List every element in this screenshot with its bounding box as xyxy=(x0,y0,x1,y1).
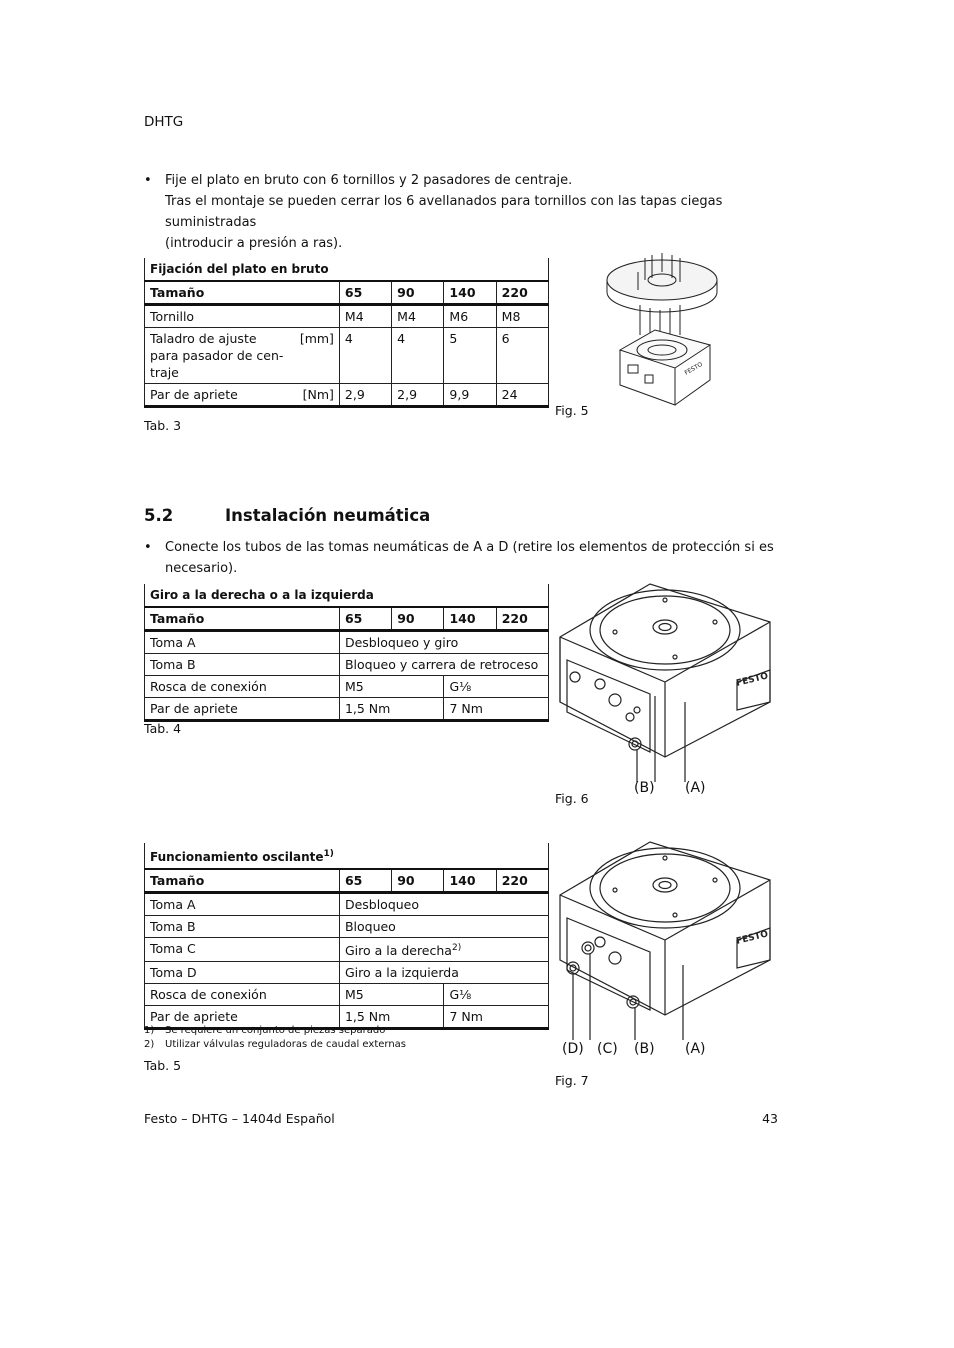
table-row: Par de apriete 1,5 Nm 7 Nm xyxy=(145,1006,549,1029)
table-row: Toma A Desbloqueo xyxy=(145,893,549,916)
table-row: Rosca de conexión M5 G⅛ xyxy=(145,676,549,698)
table-row: Toma C Giro a la derecha$^{2)}$ xyxy=(145,938,549,962)
instruction-bullet-1 xyxy=(144,170,784,254)
bullet-1-line-3: (introducir a presión a ras). xyxy=(165,236,343,251)
rotary-table-exploded-illustration xyxy=(600,250,725,410)
running-header: DHTG xyxy=(144,114,184,130)
figure-5-caption: Fig. 5 xyxy=(555,403,589,418)
table-header-cell: 65 xyxy=(339,281,391,305)
figure-7-caption: Fig. 7 xyxy=(555,1073,589,1088)
port-label-b: (B) xyxy=(634,780,655,796)
table-header-cell: Tamaño xyxy=(145,281,340,305)
port-label-d: (D) xyxy=(562,1041,584,1057)
bullet-1-line-2: Tras el montaje se pueden cerrar los 6 avellanados para tornillos con las tapas ciegas suministradas xyxy=(165,194,723,230)
page-number: 43 xyxy=(762,1111,778,1126)
table-3 xyxy=(144,258,549,408)
table-5: Funcionamiento oscilante$^{1)}$ Tamaño 65 90 140 220 Toma A Desbloqueo Toma B Bloqueo Toma C Giro a la derecha$^{2)}$ Toma D Giro a la izquierda Rosca de conexión M5 G⅛ Par de apriete 1,5 Nm 7 Nm xyxy=(144,843,549,1030)
bullet-1-line-1: Fije el plato en bruto con 6 tornillos y 2 pasadores de centraje. xyxy=(165,173,573,188)
brand-mark: FESTO xyxy=(735,671,770,689)
table-row: Taladro de ajuste [mm] para pasador de cen- traje 4 4 5 6 xyxy=(145,328,549,384)
table-3-caption: Tab. 3 xyxy=(144,418,182,433)
brand-mark: FESTO xyxy=(735,929,770,947)
bullet-mark: • xyxy=(144,173,152,188)
footnote-2: 2) Utilizar válvulas reguladoras de caudal externas xyxy=(144,1039,407,1050)
table-row: Toma D Giro a la izquierda xyxy=(145,962,549,984)
table-5-caption: Tab. 5 xyxy=(144,1058,182,1073)
svg-text:FESTO: FESTO xyxy=(683,360,704,377)
table-4: Giro a la derecha o a la izquierda Tamaño 65 90 140 220 Toma A Desbloqueo y giro Toma B Bloqueo y carrera de retroceso Rosca de conexión M5 G⅛ Par de apriete 1,5 Nm 7 Nm xyxy=(144,584,549,722)
table-header-cell: 220 xyxy=(496,281,548,305)
port-label-b: (B) xyxy=(634,1041,655,1057)
table-title: Fijación del plato en bruto xyxy=(145,258,549,281)
section-heading: 5.2 Instalación neumática xyxy=(144,506,431,525)
figure-6-caption: Fig. 6 xyxy=(555,791,589,806)
table-header-cell: 90 xyxy=(392,281,444,305)
footer-text: Festo – DHTG – 1404d Español xyxy=(144,1111,335,1126)
port-label-a: (A) xyxy=(685,1041,706,1057)
port-label-a: (A) xyxy=(685,780,706,796)
table-row: Rosca de conexión M5 G⅛ xyxy=(145,984,549,1006)
rotary-table-ports-illustration xyxy=(555,582,775,782)
table-row: Toma A Desbloqueo y giro xyxy=(145,631,549,654)
port-label-c: (C) xyxy=(597,1041,618,1057)
table-row: Par de apriete [Nm] 2,9 2,9 9,9 24 xyxy=(145,384,549,407)
table-row: Par de apriete 1,5 Nm 7 Nm xyxy=(145,698,549,721)
table-title: Giro a la derecha o a la izquierda xyxy=(145,584,549,607)
page-footer xyxy=(144,1111,778,1126)
table-row: Toma B Bloqueo xyxy=(145,916,549,938)
instruction-bullet-2: • Conecte los tubos de las tomas neumáticas de A a D (retire los elementos de protección si es necesario). xyxy=(144,537,784,579)
table-title: Funcionamiento oscilante$^{1)}$ xyxy=(145,843,549,869)
footnote-1: 1) Se requiere un conjunto de piezas separado xyxy=(144,1025,386,1036)
bullet-mark: • xyxy=(144,540,152,555)
table-4-caption: Tab. 4 xyxy=(144,721,182,736)
table-row: Toma B Bloqueo y carrera de retroceso xyxy=(145,654,549,676)
table-header-cell: 140 xyxy=(444,281,496,305)
table-row: Tornillo M4 M4 M6 M8 xyxy=(145,305,549,328)
rotary-table-four-ports-illustration xyxy=(555,840,775,1040)
